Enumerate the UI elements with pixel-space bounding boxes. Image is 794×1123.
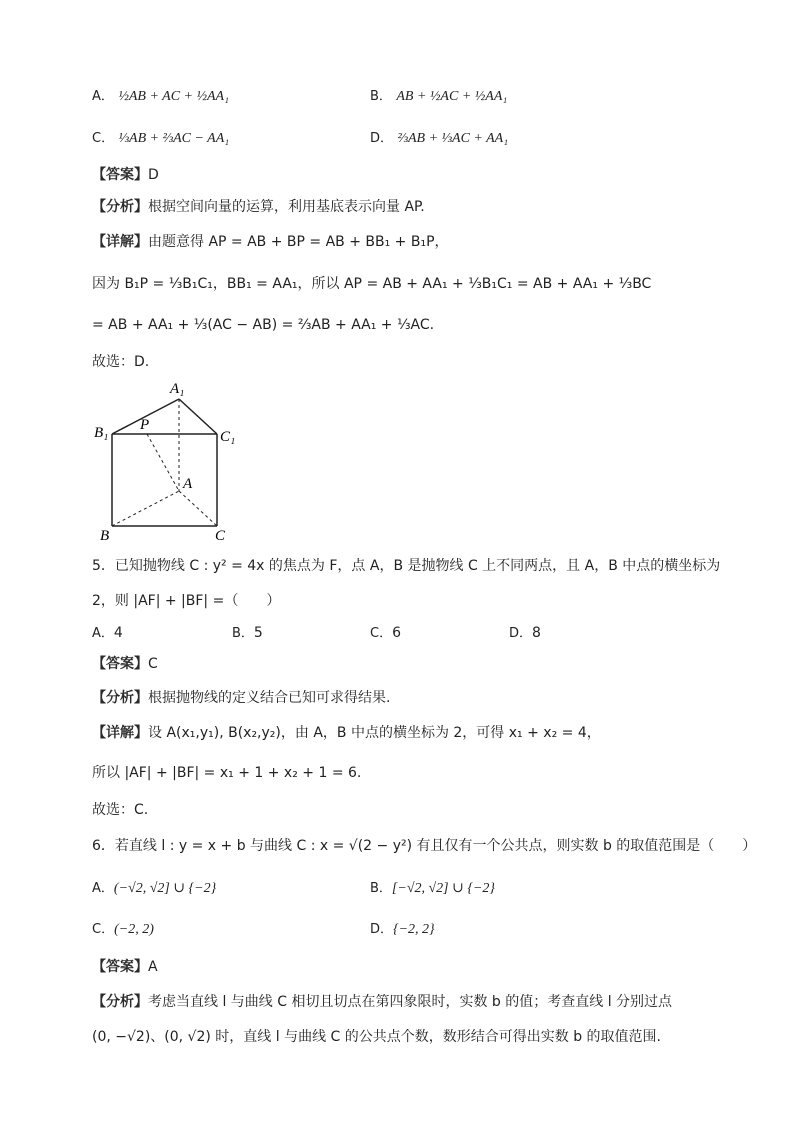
q4-answer [92,165,159,185]
segment-a-p [147,434,179,491]
option-expression: ½AB + AC + ½AA₁ [118,89,229,104]
option-value: 6 [392,625,401,641]
detail-tag: 【详解】 [92,234,148,250]
answer-value: A [148,959,158,975]
q6-analysis-line1 [92,992,672,1012]
q4-option-c [92,128,229,149]
option-letter: B． [232,626,254,641]
q4-analysis [92,197,425,217]
option-letter: C． [92,922,115,937]
option-expression: ⅔AB + ⅓AC + AA₁ [397,131,509,146]
option-value: (−√2, √2] ∪ {−2} [113,881,217,896]
q5-option-b [232,623,263,644]
q6-option-a [92,878,216,899]
analysis-text: 根据空间向量的运算，利用基底表示向量 AP. [148,199,425,215]
option-value: {−2, 2} [393,922,435,937]
label-a1: A₁ [170,381,185,397]
label-c: C [215,528,226,544]
detail-text: 由题意得 AP = AB + BP = AB + BB₁ + B₁P， [148,234,449,250]
detail-text: 设 A(x₁,y₁), B(x₂,y₂)，由 A，B 中点的横坐标为 2，可得 x₁ + x₂ = 4， [148,725,601,741]
q6-stem: 6．若直线 l : y = x + b 与曲线 C : x = √(2 − y²) 有且仅有一个公共点，则实数 b 的取值范围是（ ） [92,838,757,854]
q5-option-a [92,623,123,644]
edge-a-c [179,491,217,526]
label-b1: B₁ [94,425,109,441]
analysis-tag: 【分析】 [92,690,148,706]
q5-stem-line2: 2，则 |AF| + |BF| =（ ） [92,593,281,609]
option-letter: D． [370,922,394,937]
analysis-tag: 【分析】 [92,994,148,1010]
option-letter: A． [92,881,114,896]
option-letter: D． [370,131,394,146]
q6-option-d [370,919,435,940]
option-value: 4 [113,625,123,641]
option-letter: A． [92,89,114,104]
answer-tag: 【答案】 [92,959,148,975]
q4-choice: 故选：D. [92,354,150,370]
q5-option-d [509,623,541,644]
answer-tag: 【答案】 [92,167,148,183]
q4-option-a [92,86,229,107]
label-b: B [100,528,110,544]
option-value: 8 [532,625,541,641]
option-expression: ⅓AB + ⅔AC − AA₁ [118,131,230,146]
label-a: A [183,476,193,492]
q4-option-b [370,86,507,107]
option-letter: A． [92,626,114,641]
option-letter: C． [370,626,393,641]
q5-detail-line2: 所以 |AF| + |BF| = x₁ + 1 + x₂ + 1 = 6. [92,765,362,781]
q5-choice: 故选：C. [92,802,149,818]
option-expression: AB + ½AC + ½AA₁ [396,89,508,104]
analysis-text: 考虑当直线 l 与曲线 C 相切且切点在第四象限时，实数 b 的值；考查直线 l 分别过点 [148,994,673,1010]
q6-answer [92,957,158,977]
edge-a1-c1 [179,399,217,434]
q5-analysis [92,688,390,708]
edge-b-a [112,491,179,526]
q4-detail-line3: = AB + AA₁ + ⅓(AC − AB) = ⅔AB + AA₁ + ⅓AC. [92,317,435,333]
option-letter: C． [92,131,115,146]
analysis-text: 根据抛物线的定义结合已知可求得结果. [148,690,391,706]
q6-analysis-line2: (0, −√2)、(0, √2) 时，直线 l 与曲线 C 的公共点个数，数形结合可得出实数 b 的取值范围. [92,1029,662,1045]
q5-answer [92,654,158,674]
option-letter: D． [509,626,533,641]
answer-tag: 【答案】 [92,656,148,672]
prism-figure [90,375,250,545]
detail-tag: 【详解】 [92,725,148,741]
option-letter: B． [370,89,392,104]
q4-option-d [370,128,508,149]
q5-option-c [370,623,401,644]
option-value: (−2, 2) [114,922,154,937]
q6-option-c [92,919,154,940]
q5-detail-line1 [92,723,601,743]
answer-value: D [148,167,159,183]
q4-detail-line1 [92,232,449,252]
q5-stem-line1: 5．已知抛物线 C : y² = 4x 的焦点为 F，点 A，B 是抛物线 C 上不同两点，且 A，B 中点的横坐标为 [92,558,721,574]
answer-value: C [148,656,158,672]
q6-option-b [370,878,495,899]
option-letter: B． [370,881,392,896]
option-value: 5 [253,625,263,641]
label-p: P [140,417,150,433]
label-c1: C₁ [220,429,236,445]
q4-detail-line2: 因为 B₁P = ⅓B₁C₁，BB₁ = AA₁，所以 AP = AB + AA₁ + ⅓B₁C₁ = AB + AA₁ + ⅓BC [92,276,652,292]
option-value: [−√2, √2] ∪ {−2} [391,881,496,896]
analysis-tag: 【分析】 [92,199,148,215]
